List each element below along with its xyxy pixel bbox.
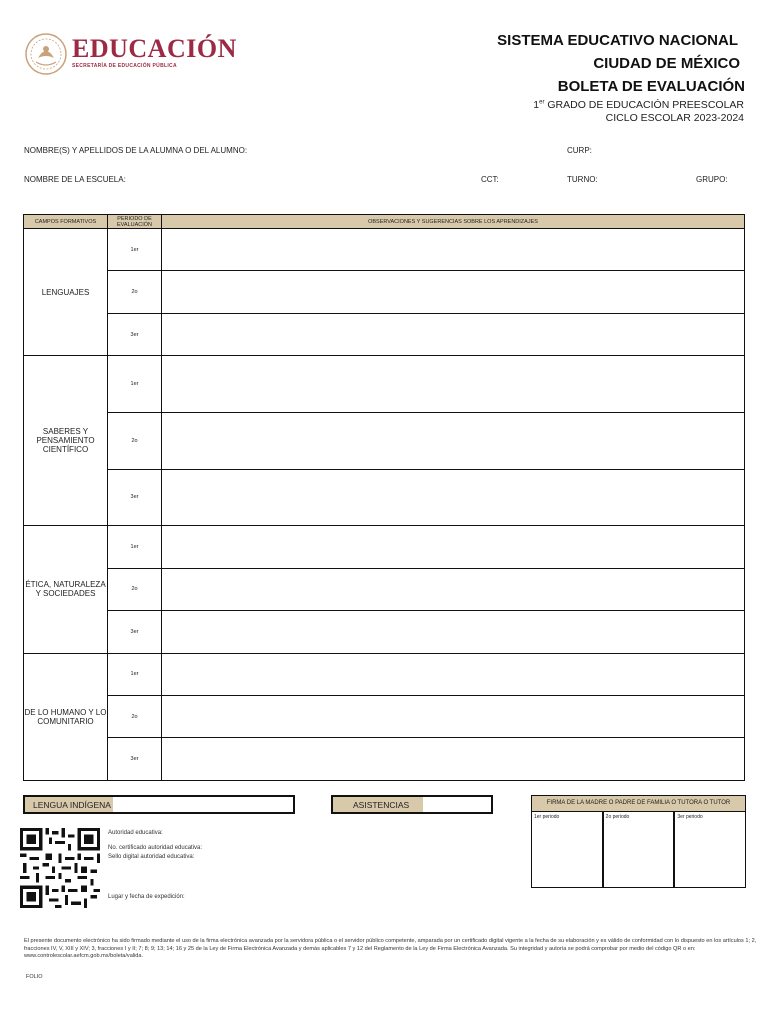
signature-period-2-label: 2o periodo: [605, 814, 630, 820]
area-humano: DE LO HUMANO Y LO COMUNITARIO: [24, 653, 108, 780]
table-row: [24, 696, 745, 738]
period-cell: 3er: [108, 313, 162, 355]
observation-cell[interactable]: [162, 611, 745, 653]
signature-period-3[interactable]: [675, 812, 745, 887]
sello-label: Sello digital autoridad educativa:: [108, 854, 195, 860]
period-cell: 3er: [108, 469, 162, 526]
certificado-label: No. certificado autoridad educativa:: [108, 845, 203, 851]
header-system: SISTEMA EDUCATIVO NACIONAL: [497, 32, 738, 49]
observation-cell[interactable]: [162, 469, 745, 526]
table-header-row: [24, 215, 745, 229]
observation-cell[interactable]: [162, 229, 745, 271]
header-grade: 1er GRADO DE EDUCACIÓN PREESCOLAR: [533, 99, 744, 111]
lugar-fecha-label: Lugar y fecha de expedición:: [108, 894, 185, 900]
period-cell: 1er: [108, 356, 162, 413]
col-campos-header: CAMPOS FORMATIVOS: [24, 215, 108, 229]
table-row: [24, 568, 745, 610]
signature-period-1-label: 1er periodo: [534, 814, 560, 820]
observation-cell[interactable]: [162, 313, 745, 355]
period-cell: 3er: [108, 738, 162, 781]
period-cell: 1er: [108, 653, 162, 695]
signature-title: FIRMA DE LA MADRE O PADRE DE FAMILIA O TUTORA O TUTOR: [532, 796, 745, 812]
brand-title: EDUCACIÓN: [72, 34, 237, 63]
observation-cell[interactable]: [162, 568, 745, 610]
student-name-label: NOMBRE(S) Y APELLIDOS DE LA ALUMNA O DEL ALUMNO:: [24, 146, 248, 155]
table-row: [24, 356, 745, 413]
signature-period-1[interactable]: [532, 812, 604, 887]
observation-cell[interactable]: [162, 526, 745, 568]
folio-label: FOLIO: [26, 974, 43, 980]
period-cell: 1er: [108, 229, 162, 271]
qr-code-icon[interactable]: [20, 828, 100, 908]
period-cell: 2o: [108, 696, 162, 738]
col-obs-header: OBSERVACIONES Y SUGERENCIAS SOBRE LOS APRENDIZAJES: [162, 215, 745, 229]
school-name-label: NOMBRE DE LA ESCUELA:: [24, 175, 126, 184]
lengua-indigena-label: LENGUA INDÍGENA: [25, 797, 113, 812]
table-row: [24, 271, 745, 313]
curp-label: CURP:: [567, 146, 592, 155]
period-cell: 2o: [108, 412, 162, 469]
header-report-title: BOLETA DE EVALUACIÓN: [557, 78, 745, 95]
area-saberes: SABERES Y PENSAMIENTO CIENTÍFICO: [24, 356, 108, 526]
col-periodo-header: PERIODO DE EVALUACIÓN: [108, 215, 162, 229]
cct-label: CCT:: [481, 175, 499, 184]
table-row: [24, 313, 745, 355]
table-row: [24, 611, 745, 653]
asistencias-field[interactable]: [331, 795, 493, 814]
table-row: [24, 653, 745, 695]
table-row: [24, 469, 745, 526]
table-row: [24, 229, 745, 271]
observation-cell[interactable]: [162, 412, 745, 469]
signature-period-3-label: 3er periodo: [677, 814, 703, 820]
observation-cell[interactable]: [162, 271, 745, 313]
period-cell: 1er: [108, 526, 162, 568]
header-city: CIUDAD DE MÉXICO: [593, 55, 740, 72]
legal-notice: El presente documento electrónico ha sido firmado mediante el uso de la firma electrónica avanzada por la servidora pública o el servidor público competente, amparada por un certificado digital vigente a la fecha de su elaboración y es válido de conformidad con lo dispuesto en los artículos 1; 2, fracciones IV, V, XIII y XIV; 3, fracciones I y II; 7; 8; 9; 13; 14; 16 y 25 de la Ley de Firma Electrónica Avanzada y demás aplicables 7 y 12 del Reglamento de la Ley de Firma Electrónica Avanzada. Su integridad y autoría se podrá comprobar por medio del código QR o en: www.controlescolar.aefcm.gob.mx/boleta/valida.: [24, 938, 757, 959]
area-etica: ÉTICA, NATURALEZA Y SOCIEDADES: [24, 526, 108, 653]
asistencias-label: ASISTENCIAS: [333, 797, 423, 812]
autoridad-label: Autoridad educativa:: [108, 830, 163, 836]
table-row: [24, 738, 745, 781]
lengua-indigena-field[interactable]: [23, 795, 295, 814]
evaluation-table: [23, 214, 745, 781]
sep-seal-icon: [24, 32, 68, 76]
observation-cell[interactable]: [162, 696, 745, 738]
period-cell: 2o: [108, 271, 162, 313]
observation-cell[interactable]: [162, 653, 745, 695]
area-lenguajes: LENGUAJES: [24, 229, 108, 356]
period-cell: 3er: [108, 611, 162, 653]
table-row: [24, 412, 745, 469]
table-row: [24, 526, 745, 568]
grupo-label: GRUPO:: [696, 175, 728, 184]
brand-subtitle: SECRETARÍA DE EDUCACIÓN PÚBLICA: [72, 63, 177, 69]
observation-cell[interactable]: [162, 356, 745, 413]
period-cell: 2o: [108, 568, 162, 610]
signature-box: [531, 795, 746, 888]
header-cycle: CICLO ESCOLAR 2023-2024: [605, 112, 744, 124]
turno-label: TURNO:: [567, 175, 598, 184]
signature-period-2[interactable]: [604, 812, 676, 887]
observation-cell[interactable]: [162, 738, 745, 781]
